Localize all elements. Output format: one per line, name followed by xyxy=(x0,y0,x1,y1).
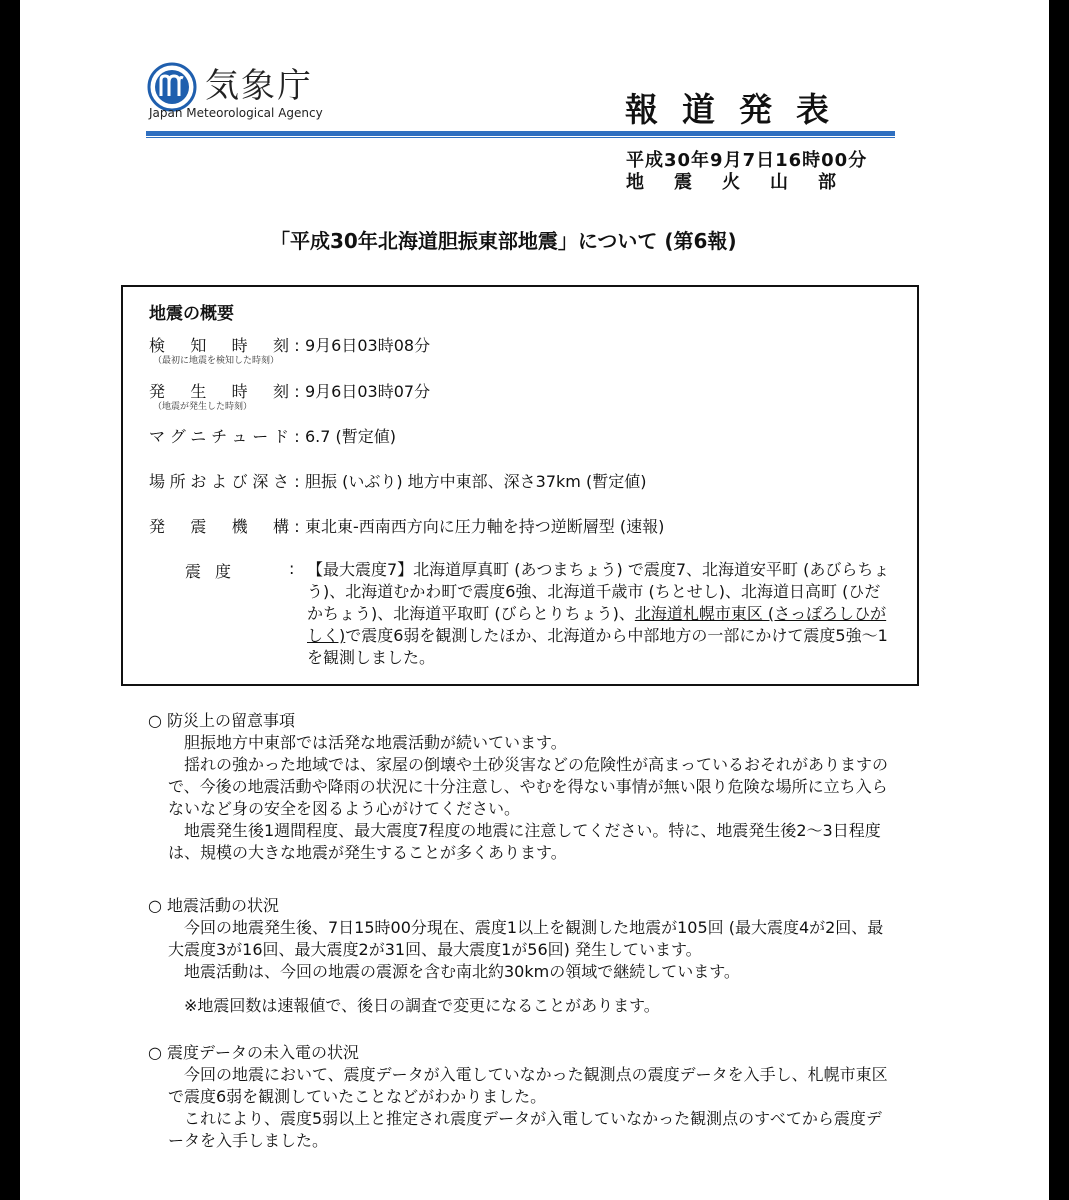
release-date: 平成30年9月7日16時00分 xyxy=(626,150,868,171)
header-rule xyxy=(146,131,895,136)
magnitude-label: マグニチュード xyxy=(149,427,289,446)
paragraph: 今回の地震において、震度データが入電していなかった観測点の震度データを入手し、札幌市東区で震度6弱を観測していたことなどがわかりました。 xyxy=(168,1065,888,1106)
header-rule-thin xyxy=(146,137,895,138)
section-title: ○ 防災上の留意事項 xyxy=(148,711,296,730)
mechanism-label: 発震機構 xyxy=(149,517,289,536)
occurrence-time-label: 発生時刻 xyxy=(149,382,289,401)
section-seismic-activity xyxy=(148,895,888,1017)
location-row: 場所および深さ : 胆振 (いぶり) 地方中東部、深さ37km (暫定値) xyxy=(149,469,646,492)
detection-time-label: 検知時刻 xyxy=(149,336,289,355)
detection-time-note: （最初に地震を検知した時刻） xyxy=(153,356,280,366)
jma-logo-icon xyxy=(147,62,197,112)
mechanism-value: 東北東-西南西方向に圧力軸を持つ逆断層型 (速報) xyxy=(305,517,665,536)
department: 地震火山部 xyxy=(626,172,866,193)
paragraph: 地震活動は、今回の地震の震源を含む南北約30kmの領域で継続しています。 xyxy=(184,962,740,981)
location-value: 胆振 (いぶり) 地方中東部、深さ37km (暫定値) xyxy=(305,472,647,491)
agency-name-jp: 気象庁 xyxy=(205,66,313,106)
detection-time-row: 検知時刻 : 9月6日03時08分 （最初に地震を検知した時刻） xyxy=(149,333,430,356)
sapporo-higashi-link: 北海道札幌市東区 (さっぽろしひがしく) xyxy=(307,604,887,645)
paragraph: 揺れの強かった地域では、家屋の倒壊や土砂災害などの危険性が高まっているおそれがありますので、今後の地震活動や降雨の状況に十分注意し、やむを得ない事情が無い限り危険な場所に立ち入らないなど身の安全を図るよう心がけてください。 xyxy=(168,755,889,818)
mechanism-row: 発震機構 : 東北東-西南西方向に圧力軸を持つ逆断層型 (速報) xyxy=(149,514,664,537)
location-label: 場所および深さ xyxy=(149,472,289,491)
section-intensity-data xyxy=(148,1042,888,1152)
intensity-label: 震度 xyxy=(185,562,246,581)
occurrence-time-value: 9月6日03時07分 xyxy=(305,382,431,401)
occurrence-time-note: （地震が発生した時刻） xyxy=(153,402,253,412)
summary-box: 地震の概要 検知時刻 : 9月6日03時08分 （最初に地震を検知した時刻） 発生時刻 : 9月6日03時07分 （地震が発生した時刻） マグニチュード : 6.7 (暫定値) 場所および深さ : 胆振 (いぶり) 地方中東部、深さ37km (暫定値) 発震機構 : 東北東-西南西方向に圧力軸を持つ逆断層型 (速報) 震度 : 【最大震度7】北海道厚真町 (あつまちょう) で震度7、北海道安平町 (あびらちょう)、北海道むかわ町で震度6強、北海道千歳市 (ちとせし)、北海道日高町 (ひだかちょう)、北海道平取町 (びらとりちょう)、北海道札幌市東区 (さっぽろしひがしく)で震度6弱を観測したほか、北海道から中部地方の一部にかけて震度5強～1を観測しました。 xyxy=(121,285,919,686)
document-title: 「平成30年北海道胆振東部地震」について (第6報) xyxy=(270,229,737,253)
release-type: 報道発表 xyxy=(625,90,853,129)
magnitude-value: 6.7 (暫定値) xyxy=(305,427,397,446)
paragraph: 胆振地方中東部では活発な地震活動が続いています。 xyxy=(184,733,567,752)
note: ※地震回数は速報値で、後日の調査で変更になることがあります。 xyxy=(184,996,660,1015)
agency-name-en: Japan Meteorological Agency xyxy=(149,106,323,120)
intensity-value: 【最大震度7】北海道厚真町 (あつまちょう) で震度7、北海道安平町 (あびらちょう)、北海道むかわ町で震度6強、北海道千歳市 (ちとせし)、北海道日高町 (ひだかちょう)、北海道平取町 (びらとりちょう)、北海道札幌市東区 (さっぽろしひがしく)で震度6弱を観測したほか、北海道から中部地方の一部にかけて震度5強～1を観測しました。 xyxy=(307,560,890,667)
occurrence-time-row: 発生時刻 : 9月6日03時07分 （地震が発生した時刻） xyxy=(149,379,430,402)
magnitude-row: マグニチュード : 6.7 (暫定値) xyxy=(149,424,396,447)
summary-heading: 地震の概要 xyxy=(149,304,234,324)
section-title: ○ 震度データの未入電の状況 xyxy=(148,1043,360,1062)
paragraph: これにより、震度5弱以上と推定され震度データが入電していなかった観測点のすべてから震度データを入手しました。 xyxy=(168,1109,882,1150)
document-page xyxy=(20,0,1049,1200)
section-disaster-prevention xyxy=(148,710,888,864)
section-title: ○ 地震活動の状況 xyxy=(148,896,280,915)
paragraph: 地震発生後1週間程度、最大震度7程度の地震に注意してください。特に、地震発生後2～3日程度は、規模の大きな地震が発生することが多くあります。 xyxy=(168,821,881,862)
paragraph: 今回の地震発生後、7日15時00分現在、震度1以上を観測した地震が105回 (最大震度4が2回、最大震度3が16回、最大震度2が31回、最大震度1が56回) 発生しています。 xyxy=(168,918,884,959)
detection-time-value: 9月6日03時08分 xyxy=(305,336,431,355)
